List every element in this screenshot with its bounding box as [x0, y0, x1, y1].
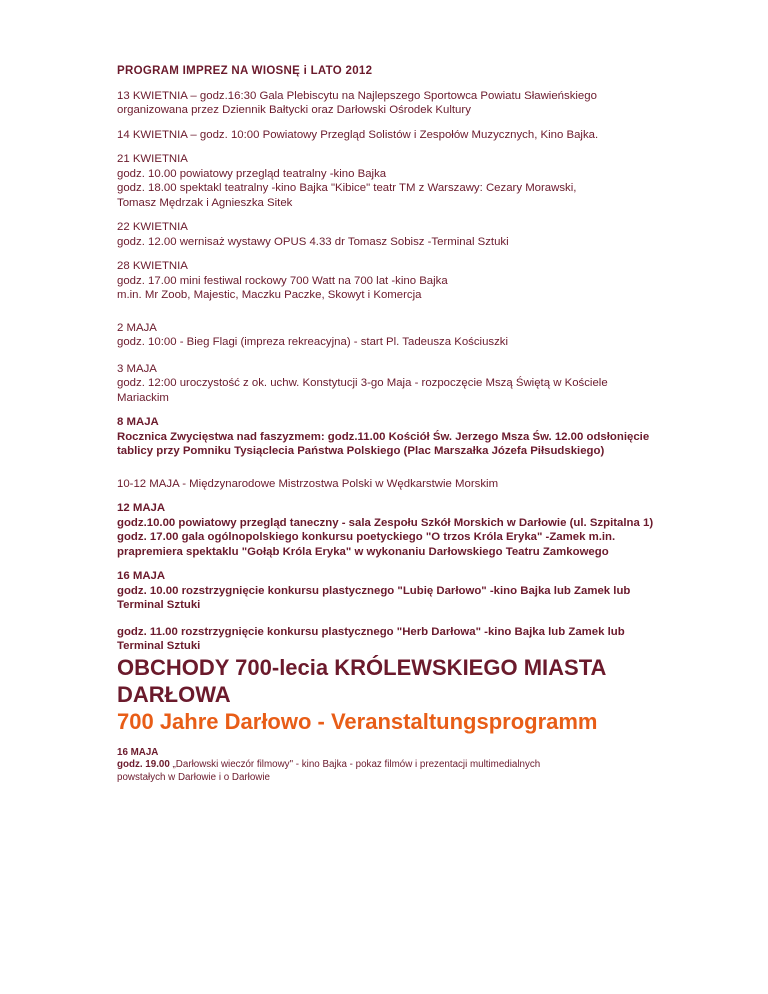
event-line: godz. 11.00 rozstrzygnięcie konkursu plastycznego "Herb Darłowa" -kino Bajka lub Zamek lub [117, 625, 625, 638]
event-14-kwietnia [117, 128, 657, 143]
event-line: 10-12 MAJA - Międzynarodowe Mistrzostwa Polski w Wędkarstwie Morskim [117, 477, 499, 490]
event-date: 16 MAJA [117, 570, 166, 582]
event-time: godz. 19.00 [117, 759, 170, 770]
event-line: organizowana przez Dziennik Bałtycki oraz Darłowski Ośrodek Kultury [117, 104, 471, 116]
event-3-maja [117, 362, 657, 406]
event-line: Terminal Sztuki [117, 640, 201, 652]
event-16-maja-film [117, 747, 657, 785]
event-line: Mariackim [117, 391, 169, 404]
event-line: godz. 18.00 spektakl teatralny -kino Bajka "Kibice" teatr TM z Warszawy: Cezary Morawski, [117, 182, 577, 194]
event-16-maja-herb [117, 625, 657, 654]
event-date: 12 MAJA [117, 502, 166, 514]
event-line: godz. 10.00 rozstrzygnięcie konkursu plastycznego "Lubię Darłowo" -kino Bajka lub Zamek lub [117, 584, 631, 597]
anniversary-title-line: DARŁOWA [117, 681, 231, 707]
event-date: 28 KWIETNIA [117, 260, 188, 272]
event-line: godz. 17.00 mini festiwal rockowy 700 Watt na 700 lat -kino Bajka [117, 274, 448, 287]
event-13-kwietnia [117, 89, 657, 118]
event-8-maja [117, 415, 657, 459]
event-line: godz. 12:00 uroczystość z ok. uchw. Konstytucji 3-go Maja - rozpoczęcie Mszą Świętą w Kościele [117, 377, 608, 389]
event-line: tablicy przy Pomniku Tysiąclecia Państwa Polskiego (Plac Marszałka Józefa Piłsudskiego) [117, 445, 605, 457]
event-date: 8 MAJA [117, 416, 159, 428]
event-line [117, 759, 657, 772]
document-page [117, 64, 657, 784]
event-date: 16 MAJA [117, 746, 159, 758]
event-2-maja [117, 321, 657, 350]
event-text: „Darłowski wieczór filmowy" - kino Bajka - pokaz filmów i prezentacji multimedialnych [169, 759, 541, 770]
event-date: 3 MAJA [117, 362, 157, 375]
event-line: godz.10.00 powiatowy przegląd taneczny - sala Zespołu Szkół Morskich w Darłowie (ul. Szpitalna 1) [117, 516, 654, 529]
event-line: godz. 10:00 - Bieg Flagi (impreza rekreacyjna) - start Pl. Tadeusza Kościuszki [117, 336, 509, 348]
event-line: 14 KWIETNIA – godz. 10:00 Powiatowy Przegląd Solistów i Zespołów Muzycznych, Kino Bajka. [117, 128, 599, 141]
event-28-kwietnia [117, 259, 657, 303]
anniversary-title [117, 654, 657, 708]
program-heading: PROGRAM IMPREZ NA WIOSNĘ i LATO 2012 [117, 65, 373, 77]
event-line: Rocznica Zwycięstwa nad faszyzmem: godz.11.00 Kościół Św. Jerzego Msza Św. 12.00 odsłonięcie [117, 430, 650, 443]
event-22-kwietnia [117, 220, 657, 249]
event-21-kwietnia [117, 152, 657, 210]
event-date: 21 KWIETNIA [117, 153, 188, 165]
event-16-maja [117, 569, 657, 613]
event-line: godz. 12.00 wernisaż wystawy OPUS 4.33 dr Tomasz Sobisz -Terminal Sztuki [117, 235, 509, 248]
anniversary-title-german: 700 Jahre Darłowo - Veranstaltungsprogramm [117, 708, 598, 734]
event-date: 2 MAJA [117, 321, 157, 334]
event-date: 22 KWIETNIA [117, 221, 188, 233]
event-line: godz. 10.00 powiatowy przegląd teatralny -kino Bajka [117, 167, 387, 180]
anniversary-title-line: OBCHODY 700-lecia KRÓLEWSKIEGO MIASTA [117, 654, 607, 680]
event-line: Tomasz Mędrzak i Agnieszka Sitek [117, 196, 293, 209]
event-line: prapremiera spektaklu "Gołąb Króla Eryka" w wykonaniu Darłowskiego Teatru Zamkowego [117, 545, 609, 558]
event-line: Terminal Sztuki [117, 599, 201, 611]
event-line: godz. 17.00 gala ogólnopolskiego konkursu poetyckiego "O trzos Króla Eryka" -Zamek m.in. [117, 531, 616, 543]
event-line: powstałych w Darłowie i o Darłowie [117, 771, 270, 783]
event-line: m.in. Mr Zoob, Majestic, Maczku Paczke, Skowyt i Komercja [117, 289, 422, 301]
event-10-12-maja [117, 477, 657, 492]
event-12-maja [117, 501, 657, 559]
event-line: 13 KWIETNIA – godz.16:30 Gala Plebiscytu na Najlepszego Sportowca Powiatu Sławieńskiego [117, 89, 597, 102]
